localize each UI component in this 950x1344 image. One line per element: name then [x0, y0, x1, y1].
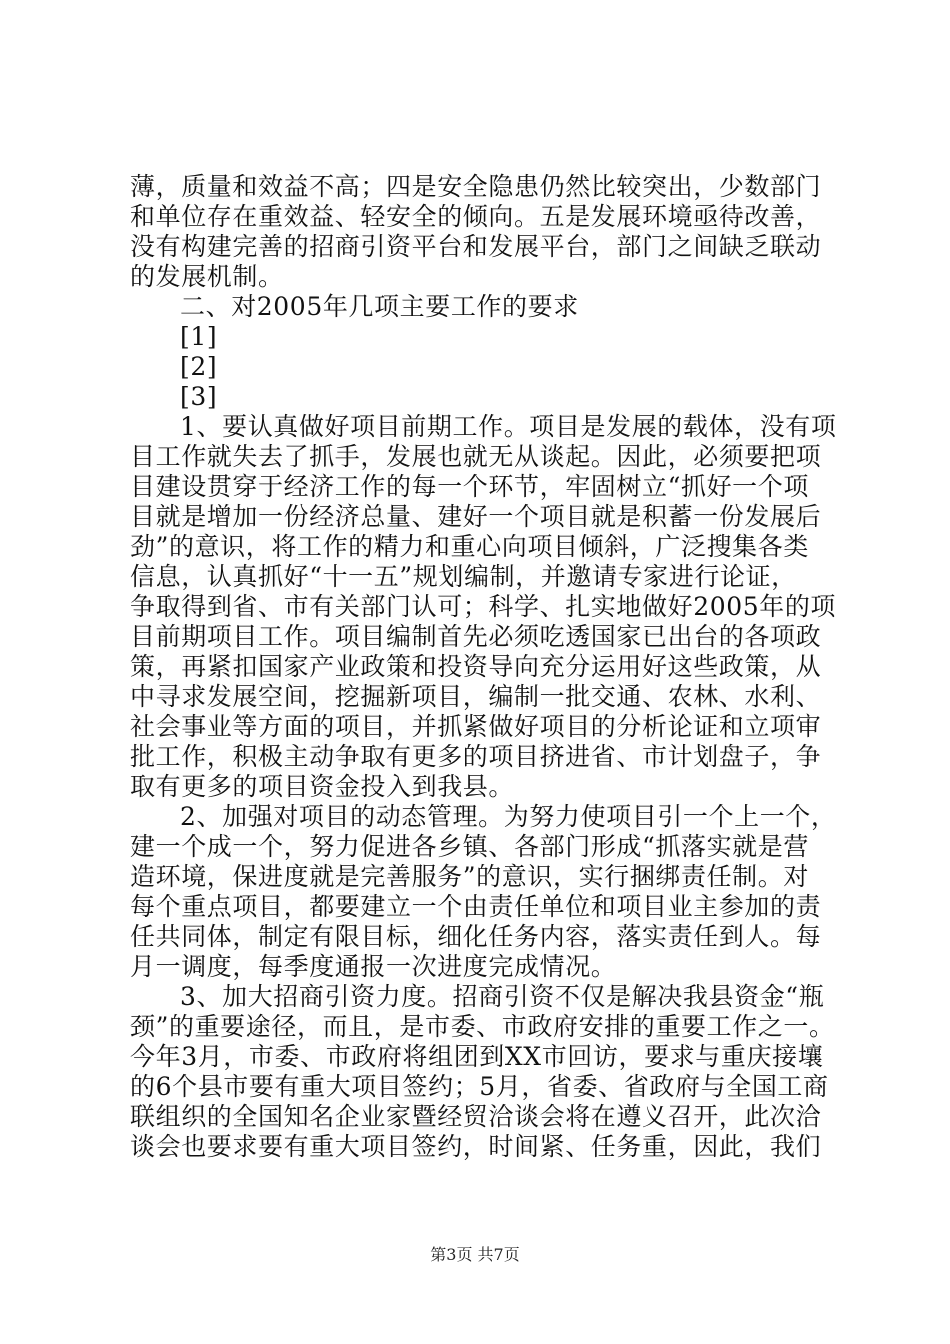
text-line: 没有构建完善的招商引资平台和发展平台，部门之间缺乏联动 [130, 232, 822, 261]
text-line: 薄，质量和效益不高；四是安全隐患仍然比较突出，少数部门 [130, 172, 822, 201]
text-line: 造环境，保进度就是完善服务”的意识，实行捆绑责任制。对 [130, 862, 809, 891]
text-line: 3、加大招商引资力度。招商引资不仅是解决我县资金“瓶 [180, 982, 825, 1011]
text-line: 社会事业等方面的项目，并抓紧做好项目的分析论证和立项审 [130, 712, 822, 741]
text-line: 2、加强对项目的动态管理。为努力使项目引一个上一个， [180, 802, 837, 831]
text-line: 任共同体，制定有限目标，细化任务内容，落实责任到人。每 [130, 922, 822, 951]
text-line: 信息，认真抓好“十一五”规划编制，并邀请专家进行论证， [130, 562, 797, 591]
text-line: 月一调度，每季度通报一次进度完成情况。 [130, 952, 617, 981]
text-line: 目工作就失去了抓手，发展也就无从谈起。因此，必须要把项 [130, 442, 822, 471]
page-footer: 第3页 共7页 [430, 1245, 520, 1264]
text-line: 取有更多的项目资金投入到我县。 [130, 772, 515, 801]
text-line: [1] [180, 322, 218, 351]
text-line: 的发展机制。 [130, 262, 284, 291]
text-line: 和单位存在重效益、轻安全的倾向。五是发展环境亟待改善， [130, 202, 822, 231]
text-line: 今年3月，市委、市政府将组团到XX市回访，要求与重庆接壤 [130, 1042, 824, 1071]
text-line: 批工作，积极主动争取有更多的项目挤进省、市计划盘子，争 [130, 742, 822, 771]
text-line: 目前期项目工作。项目编制首先必须吃透国家已出台的各项政 [130, 622, 822, 651]
text-line: 争取得到省、市有关部门认可；科学、扎实地做好2005年的项 [130, 592, 837, 621]
text-line: 中寻求发展空间，挖掘新项目，编制一批交通、农林、水利、 [130, 682, 822, 711]
text-line: [3] [180, 382, 218, 411]
text-line: 目就是增加一份经济总量、建好一个项目就是积蓄一份发展后 [130, 502, 822, 531]
text-line: 谈会也要求要有重大项目签约，时间紧、任务重，因此，我们 [130, 1132, 822, 1161]
text-line: 颈”的重要途径，而且，是市委、市政府安排的重要工作之一。 [130, 1012, 835, 1041]
text-line: 二、对2005年几项主要工作的要求 [180, 292, 579, 321]
text-line: 1、要认真做好项目前期工作。项目是发展的载体，没有项 [180, 412, 837, 441]
text-line: 劲”的意识，将工作的精力和重心向项目倾斜，广泛搜集各类 [130, 532, 809, 561]
text-line: 每个重点项目，都要建立一个由责任单位和项目业主参加的责 [130, 892, 822, 921]
document-body [130, 172, 837, 1162]
text-line: 建一个成一个，努力促进各乡镇、各部门形成“抓落实就是营 [130, 832, 809, 861]
text-line: 的6个县市要有重大项目签约；5月，省委、省政府与全国工商 [130, 1072, 829, 1101]
text-line: 目建设贯穿于经济工作的每一个环节，牢固树立“抓好一个项 [130, 472, 809, 501]
text-line: 策，再紧扣国家产业政策和投资导向充分运用好这些政策，从 [130, 652, 822, 681]
text-line: [2] [180, 352, 218, 381]
text-line: 联组织的全国知名企业家暨经贸洽谈会将在遵义召开，此次洽 [130, 1102, 822, 1131]
